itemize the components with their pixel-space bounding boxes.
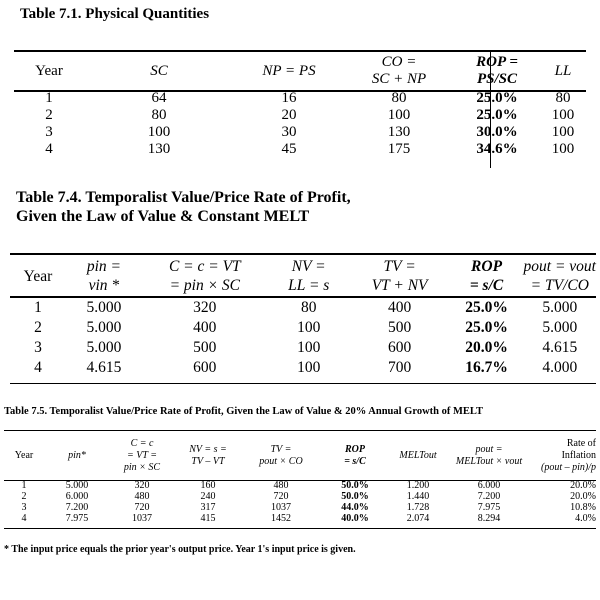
table-row: 4 130 45 175 34.6% 100 [45, 141, 575, 157]
table-7-5 [4, 432, 596, 524]
table-7-5-top-rule [4, 430, 596, 431]
header-melt: MELTout [399, 450, 437, 461]
header-year: Year [23, 267, 53, 285]
header-inflation: Rate of Inflation (pout – pin)/p [541, 438, 596, 473]
table-7-1 [14, 52, 586, 158]
header-rop: ROP = s/C [469, 258, 504, 294]
table-row: 2 5.000 400 100 500 25.0% 5.000 [34, 318, 578, 336]
header-year: Year [35, 62, 63, 79]
header-c: C = c = VT = pin × SC [123, 438, 161, 473]
header-ll: LL [554, 62, 572, 79]
table-7-5-title: Table 7.5. Temporalist Value/Price Rate of Profit, Given the Law of Value & 20% Annual Growth of MELT [4, 406, 483, 417]
footnote: * The input price equals the prior year's output price. Year 1's input price is given. [4, 544, 356, 555]
header-rop: ROP = PS/SC [476, 54, 518, 87]
table-row: 1 5.000 320 80 400 25.0% 5.000 [34, 298, 578, 316]
header-pout: pout = vout = TV/CO [523, 258, 596, 294]
header-tv: TV = VT + NV [371, 258, 428, 294]
header-nv: NV = s = TV – VT [189, 444, 227, 467]
header-co: CO = SC + NP [371, 54, 427, 87]
header-pout: pout = MELTout × vout [455, 444, 523, 467]
table-row: 4 7.975 1037 415 1452 40.0% 2.074 8.294 4.0% [21, 513, 596, 524]
table-7-4-title: Table 7.4. Temporalist Value/Price Rate of Profit, Given the Law of Value & Constant MELT [16, 189, 351, 225]
header-year: Year [14, 450, 34, 461]
table-row: 1 5.000 320 160 480 50.0% 1.200 6.000 20.0% [21, 480, 596, 491]
header-pin: pin = vin * [86, 258, 121, 294]
table-row: 1 64 16 80 25.0% 80 [45, 90, 571, 106]
header-tv: TV = pout × CO [259, 444, 303, 467]
header-c: C = c = VT = pin × SC [168, 258, 241, 294]
header-sc: SC [150, 62, 168, 79]
table-7-1-title: Table 7.1. Physical Quantities [20, 6, 210, 22]
header-nv: NV = LL = s [288, 258, 330, 294]
table-row: 2 6.000 480 240 720 50.0% 1.440 7.200 20.0% [21, 491, 596, 502]
header-pin: pin* [68, 450, 86, 461]
table-row: 4 4.615 600 100 700 16.7% 4.000 [34, 358, 578, 376]
table-7-5-bottom-rule [4, 528, 596, 529]
header-rop: ROP = s/C [344, 444, 366, 467]
table-header-row [10, 255, 596, 297]
table-7-4-bottom-rule [10, 383, 596, 384]
table-row: 3 5.000 500 100 600 20.0% 4.615 [34, 338, 578, 356]
table-7-4 [10, 255, 596, 377]
table-header-row [14, 52, 586, 90]
table-row: 3 7.200 720 317 1037 44.0% 1.728 7.975 10.8% [21, 502, 596, 513]
header-np-ps: NP = PS [262, 62, 316, 79]
table-row: 2 80 20 100 25.0% 100 [45, 107, 575, 123]
table-row: 3 100 30 130 30.0% 100 [45, 124, 575, 140]
table-header-row [4, 432, 596, 480]
